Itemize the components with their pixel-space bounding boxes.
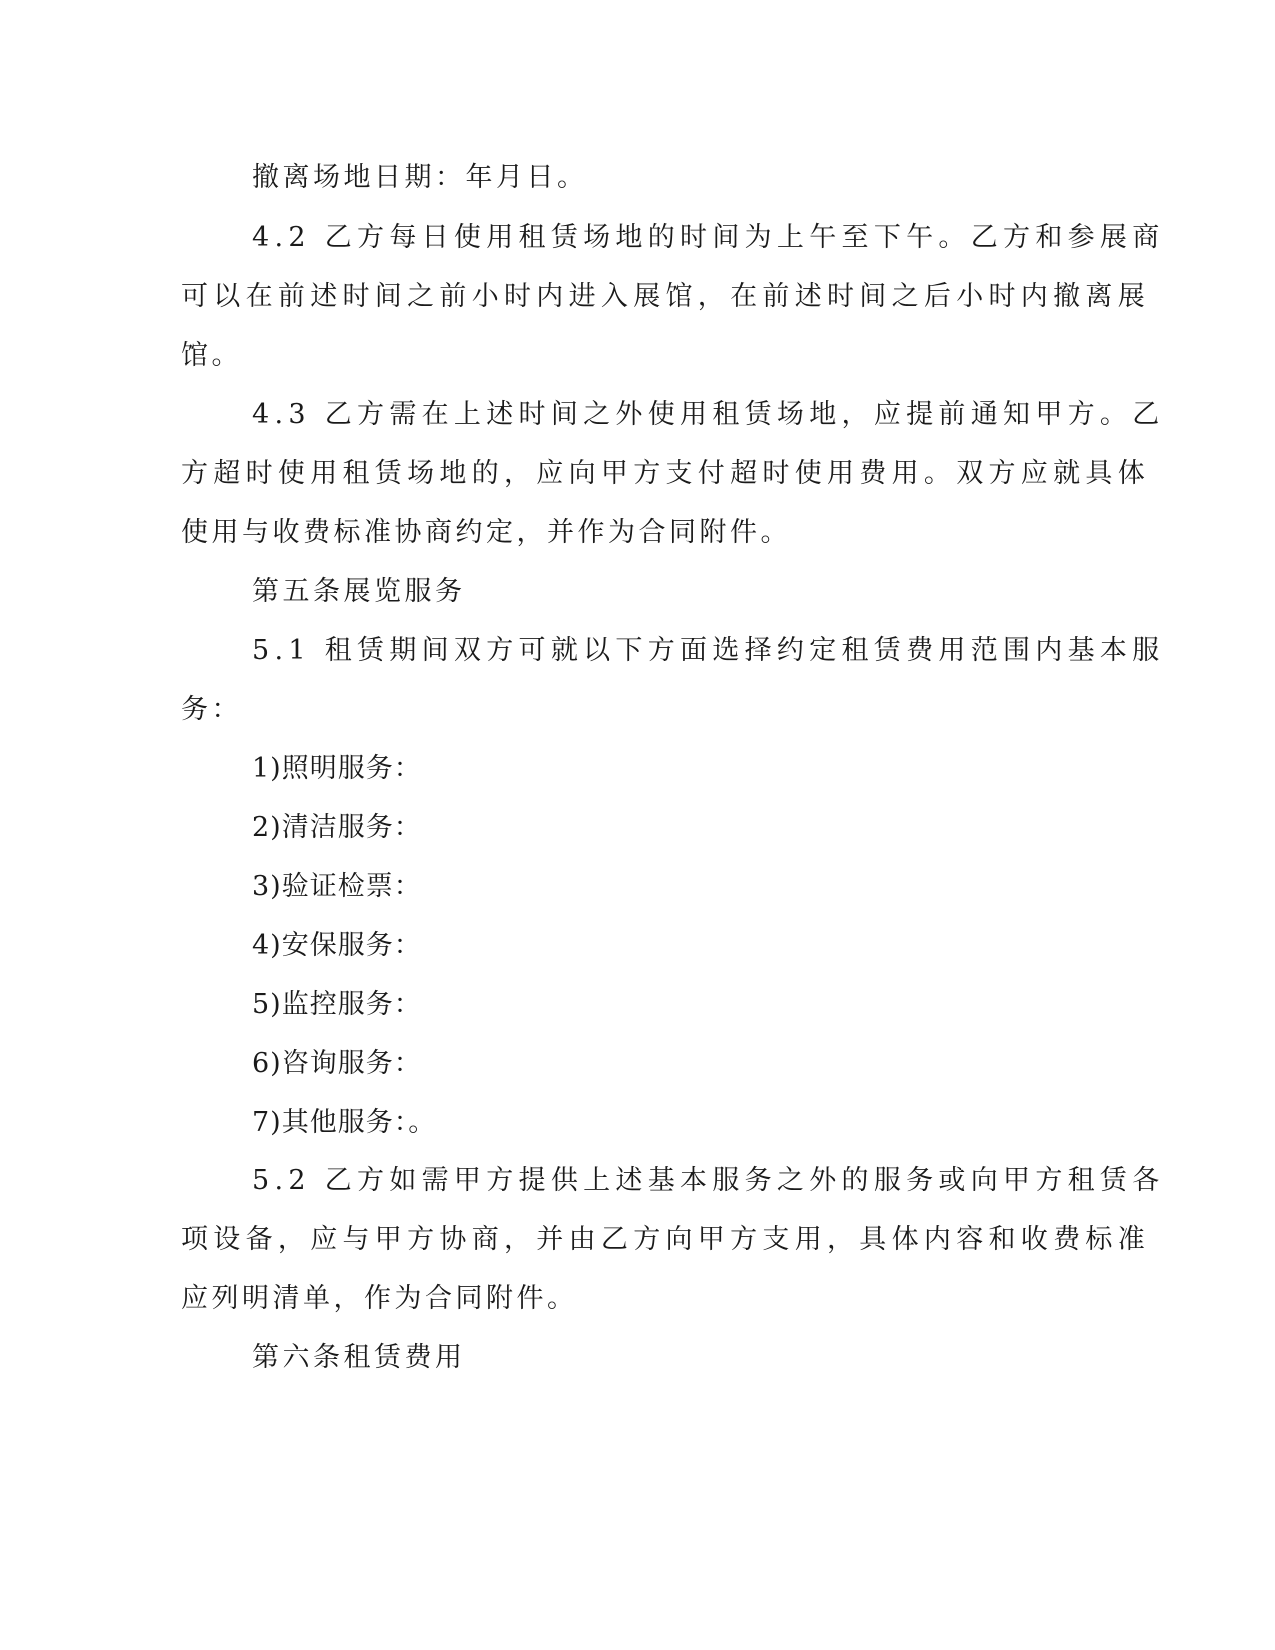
list-item: 7)其他服务：。 xyxy=(252,1107,437,1138)
paragraph-line: 项设备，应与甲方协商，并由乙方向甲方支用，具体内容和收费标准 xyxy=(181,1224,1150,1255)
paragraph-line: 4.2 乙方每日使用租赁场地的时间为上午至下午。乙方和参展商 xyxy=(252,222,1165,253)
paragraph-line: 4.3 乙方需在上述时间之外使用租赁场地，应提前通知甲方。乙 xyxy=(252,399,1165,430)
paragraph-line: 5.1 租赁期间双方可就以下方面选择约定租赁费用范围内基本服 xyxy=(252,635,1165,666)
list-item: 5)监控服务： xyxy=(252,989,422,1020)
paragraph-line: 使用与收费标准协商约定，并作为合同附件。 xyxy=(181,517,791,548)
paragraph-line: 可以在前述时间之前小时内进入展馆，在前述时间之后小时内撤离展 xyxy=(181,281,1150,312)
paragraph-line: 5.2 乙方如需甲方提供上述基本服务之外的服务或向甲方租赁各 xyxy=(252,1165,1165,1196)
list-item: 1)照明服务： xyxy=(252,753,422,784)
paragraph-line: 方超时使用租赁场地的，应向甲方支付超时使用费用。双方应就具体 xyxy=(181,458,1150,489)
paragraph-line: 务： xyxy=(181,694,242,725)
list-item: 3)验证检票： xyxy=(252,871,422,902)
paragraph-line: 撤离场地日期：年月日。 xyxy=(252,162,588,193)
paragraph-line: 应列明清单，作为合同附件。 xyxy=(181,1283,578,1314)
list-item: 6)咨询服务： xyxy=(252,1048,422,1079)
paragraph-line: 馆。 xyxy=(181,340,242,371)
list-item: 4)安保服务： xyxy=(252,930,422,961)
section-heading: 第五条展览服务 xyxy=(252,576,466,607)
section-heading: 第六条租赁费用 xyxy=(252,1342,466,1373)
list-item: 2)清洁服务： xyxy=(252,812,422,843)
